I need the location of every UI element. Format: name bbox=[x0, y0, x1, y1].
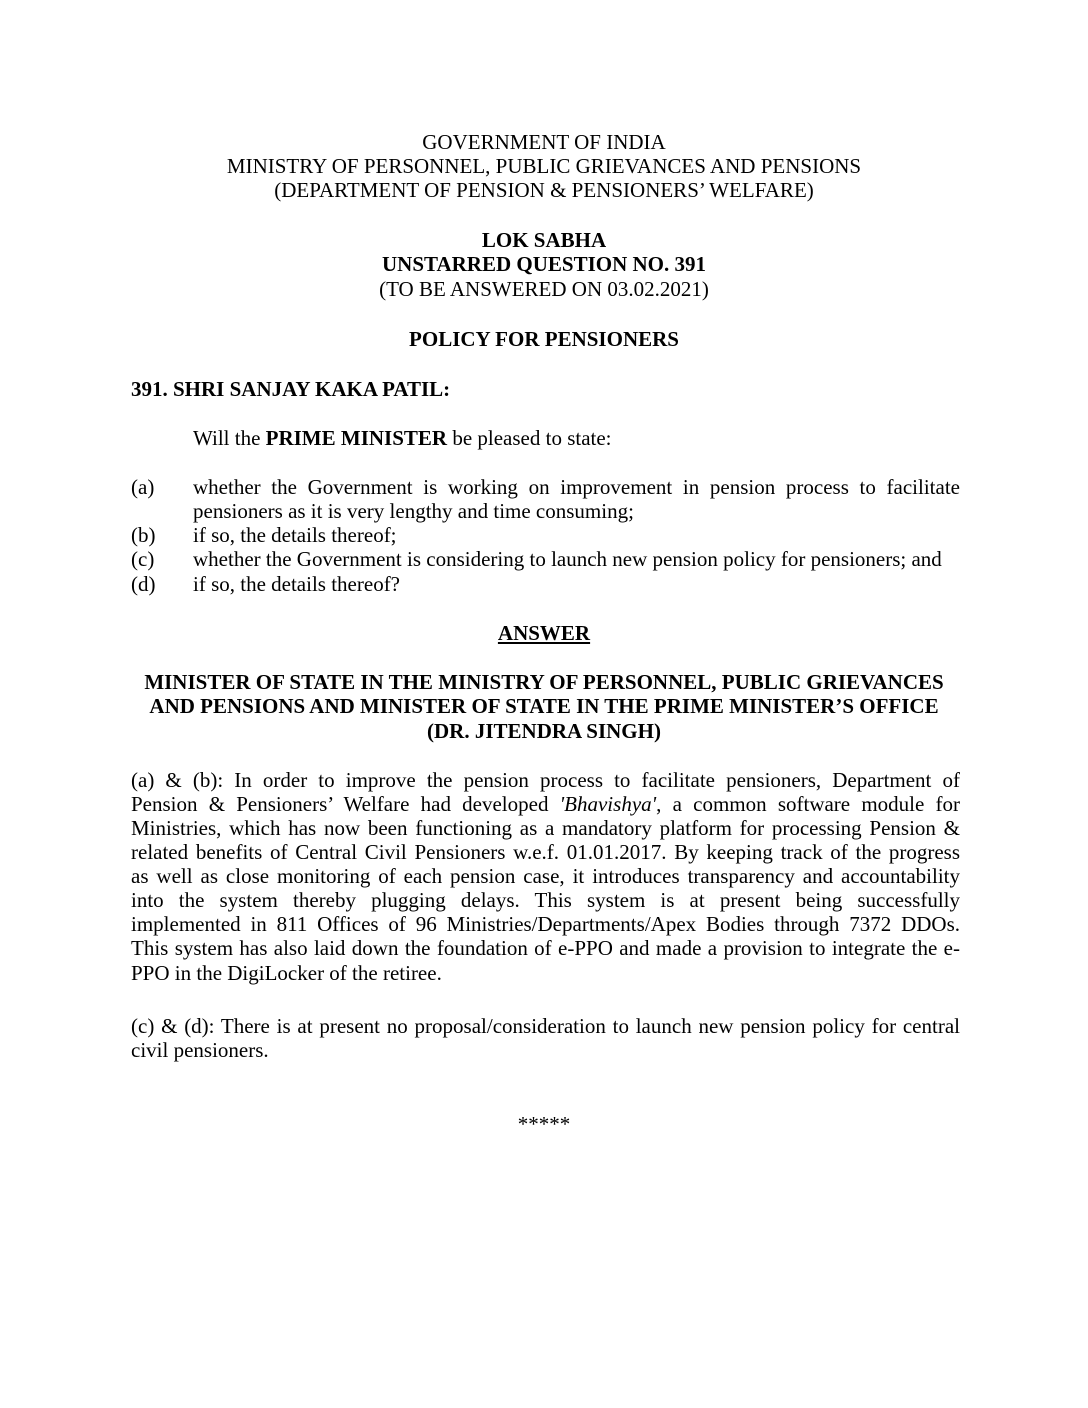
para-line: (c) & (d): There is at present no proposal/consideration to launch new pension policy for central bbox=[131, 1014, 960, 1038]
header-ministry: MINISTRY OF PERSONNEL, PUBLIC GRIEVANCES AND PENSIONS bbox=[226, 154, 862, 178]
intro-suffix: be pleased to state: bbox=[447, 426, 612, 450]
intro-addressee: PRIME MINISTER bbox=[265, 426, 448, 450]
answer-date: (TO BE ANSWERED ON 03.02.2021) bbox=[379, 277, 709, 301]
para-line: implemented in 811 Offices of 96 Ministries/Departments/Apex Bodies through 7372 DDOs. bbox=[131, 912, 960, 936]
question-label: (d) bbox=[131, 572, 156, 596]
para-line: Pension & Pensioners’ Welfare had developed 'Bhavishya', a common software module for bbox=[131, 792, 961, 816]
para-line: as well as close monitoring of each pension case, it introduces transparency and accountability bbox=[131, 864, 960, 888]
software-name: 'Bhavishya' bbox=[559, 792, 657, 816]
para-line: Ministries, which has now been functioning as a mandatory platform for processing Pension & bbox=[131, 816, 960, 840]
answer-heading: ANSWER bbox=[497, 621, 591, 645]
header-government: GOVERNMENT OF INDIA bbox=[422, 130, 666, 154]
header-department: (DEPARTMENT OF PENSION & PENSIONERS’ WELFARE) bbox=[274, 178, 814, 202]
para-line: into the system thereby plugging delays. This system is at present being successfully bbox=[131, 888, 960, 912]
para-line: civil pensioners. bbox=[131, 1038, 269, 1062]
intro-prefix: Will the bbox=[193, 426, 266, 450]
question-text: whether the Government is working on improvement in pension process to facilitate bbox=[193, 475, 960, 499]
para-line: (a) & (b): In order to improve the pension process to facilitate pensioners, Department of bbox=[131, 768, 960, 792]
minister-title-line2: AND PENSIONS AND MINISTER OF STATE IN THE PRIME MINISTER’S OFFICE bbox=[149, 694, 939, 718]
question-text: if so, the details thereof? bbox=[193, 572, 401, 596]
question-label: (a) bbox=[131, 475, 155, 499]
question-text: whether the Government is considering to launch new pension policy for pensioners; and bbox=[193, 547, 942, 571]
para-line: related benefits of Central Civil Pensioners w.e.f. 01.01.2017. By keeping track of the progress bbox=[131, 840, 960, 864]
subject-title: POLICY FOR PENSIONERS bbox=[409, 327, 679, 351]
question-text-continued: pensioners as it is very lengthy and time consuming; bbox=[193, 499, 634, 523]
question-number: UNSTARRED QUESTION NO. 391 bbox=[382, 252, 706, 276]
question-intro bbox=[193, 426, 612, 450]
minister-title-line1: MINISTER OF STATE IN THE MINISTRY OF PERSONNEL, PUBLIC GRIEVANCES bbox=[144, 670, 944, 694]
para-line: This system has also laid down the foundation of e-PPO and made a provision to integrate the e- bbox=[131, 936, 960, 960]
minister-name: (DR. JITENDRA SINGH) bbox=[427, 719, 661, 743]
member-name: 391. SHRI SANJAY KAKA PATIL: bbox=[131, 377, 451, 401]
question-label: (b) bbox=[131, 523, 156, 547]
question-text: if so, the details thereof; bbox=[193, 523, 397, 547]
question-label: (c) bbox=[131, 547, 155, 571]
end-mark: ***** bbox=[517, 1112, 571, 1136]
house-name: LOK SABHA bbox=[481, 228, 607, 252]
para-line: PPO in the DigiLocker of the retiree. bbox=[131, 961, 442, 985]
